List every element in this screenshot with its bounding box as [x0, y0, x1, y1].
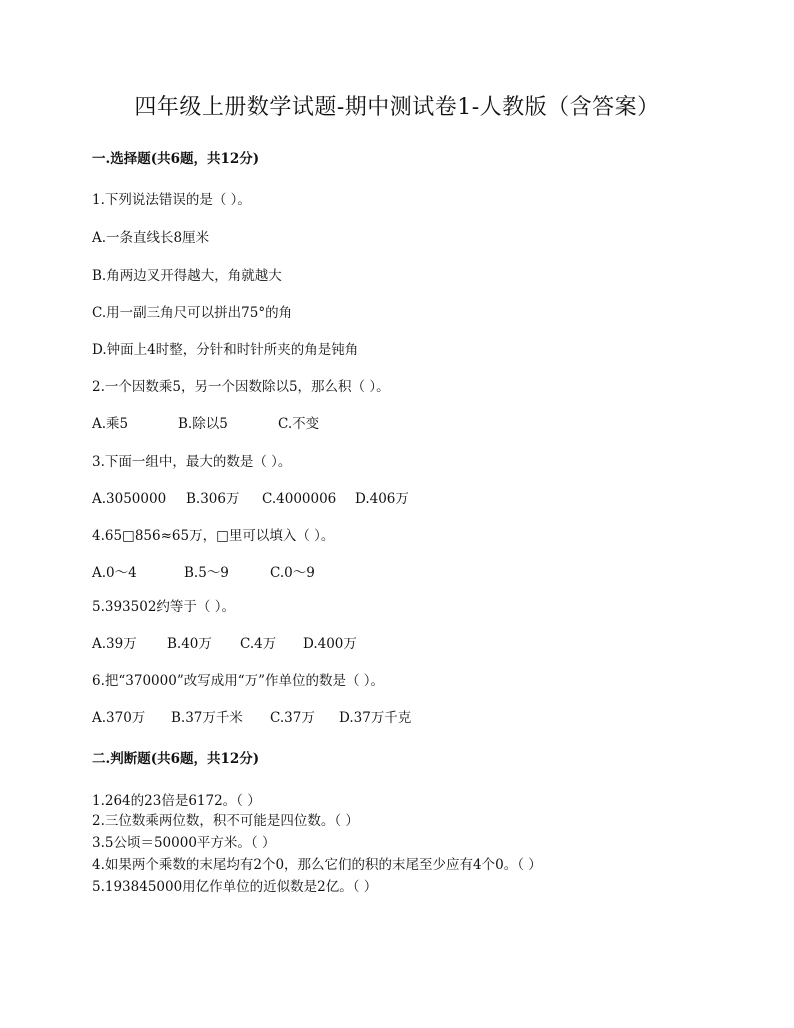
question-1-option-c: C.用一副三角尺可以拼出75°的角 [92, 305, 293, 321]
section-heading-multiple-choice: 一.选择题(共6题，共12分) [92, 151, 260, 167]
true-false-item-5: 5.193845000用亿作单位的近似数是2亿。（ ） [92, 879, 378, 895]
question-5-option-a: A.39万 [92, 636, 137, 652]
question-5-option-d: D.400万 [303, 636, 357, 652]
question-5-option-c: C.4万 [240, 636, 277, 652]
question-1-option-d: D.钟面上4时整，分针和时针所夹的角是钝角 [92, 342, 359, 358]
question-4-option-a: A.0～4 [92, 565, 137, 581]
question-1-stem: 1.下列说法错误的是（ ）。 [92, 192, 251, 208]
question-4-stem: 4.65□856≈65万，□里可以填入（ ）。 [92, 528, 335, 544]
question-6-option-c: C.37万 [270, 710, 315, 726]
question-3-option-c: C.4000006 [262, 491, 337, 507]
question-2-option-a: A.乘5 [92, 416, 129, 432]
question-6-option-a: A.370万 [92, 710, 146, 726]
question-3-option-d: D.406万 [355, 491, 409, 507]
question-1-option-a: A.一条直线长8厘米 [92, 230, 210, 246]
question-1-option-b: B.角两边叉开得越大，角就越大 [92, 268, 282, 284]
question-3-stem: 3.下面一组中，最大的数是（ ）。 [92, 454, 292, 470]
true-false-item-4: 4.如果两个乘数的末尾均有2个0，那么它们的积的末尾至少应有4个0。（ ） [92, 857, 542, 873]
question-3-option-a: A.3050000 [92, 491, 167, 507]
true-false-item-3: 3.5公顷＝50000平方米。（ ） [92, 835, 276, 851]
question-6-option-b: B.37万千米 [171, 710, 243, 726]
section-heading-true-false: 二.判断题(共6题，共12分) [92, 751, 260, 767]
question-2-option-c: C.不变 [278, 416, 320, 432]
question-4-option-c: C.0～9 [270, 565, 315, 581]
question-2-option-b: B.除以5 [178, 416, 228, 432]
page-title: 四年级上册数学试题-期中测试卷1-人教版（含答案） [134, 95, 660, 120]
question-5-stem: 5.393502约等于（ ）。 [92, 599, 235, 615]
question-6-stem: 6.把“370000”改写成用“万”作单位的数是（ ）。 [92, 673, 385, 689]
question-4-option-b: B.5～9 [184, 565, 229, 581]
question-5-option-b: B.40万 [167, 636, 212, 652]
question-3-option-b: B.306万 [186, 491, 240, 507]
question-2-stem: 2.一个因数乘5，另一个因数除以5，那么积（ ）。 [92, 379, 390, 395]
true-false-item-2: 2.三位数乘两位数，积不可能是四位数。（ ） [92, 813, 359, 829]
true-false-item-1: 1.264的23倍是6172。（ ） [92, 793, 261, 809]
question-6-option-d: D.37万千克 [339, 710, 412, 726]
